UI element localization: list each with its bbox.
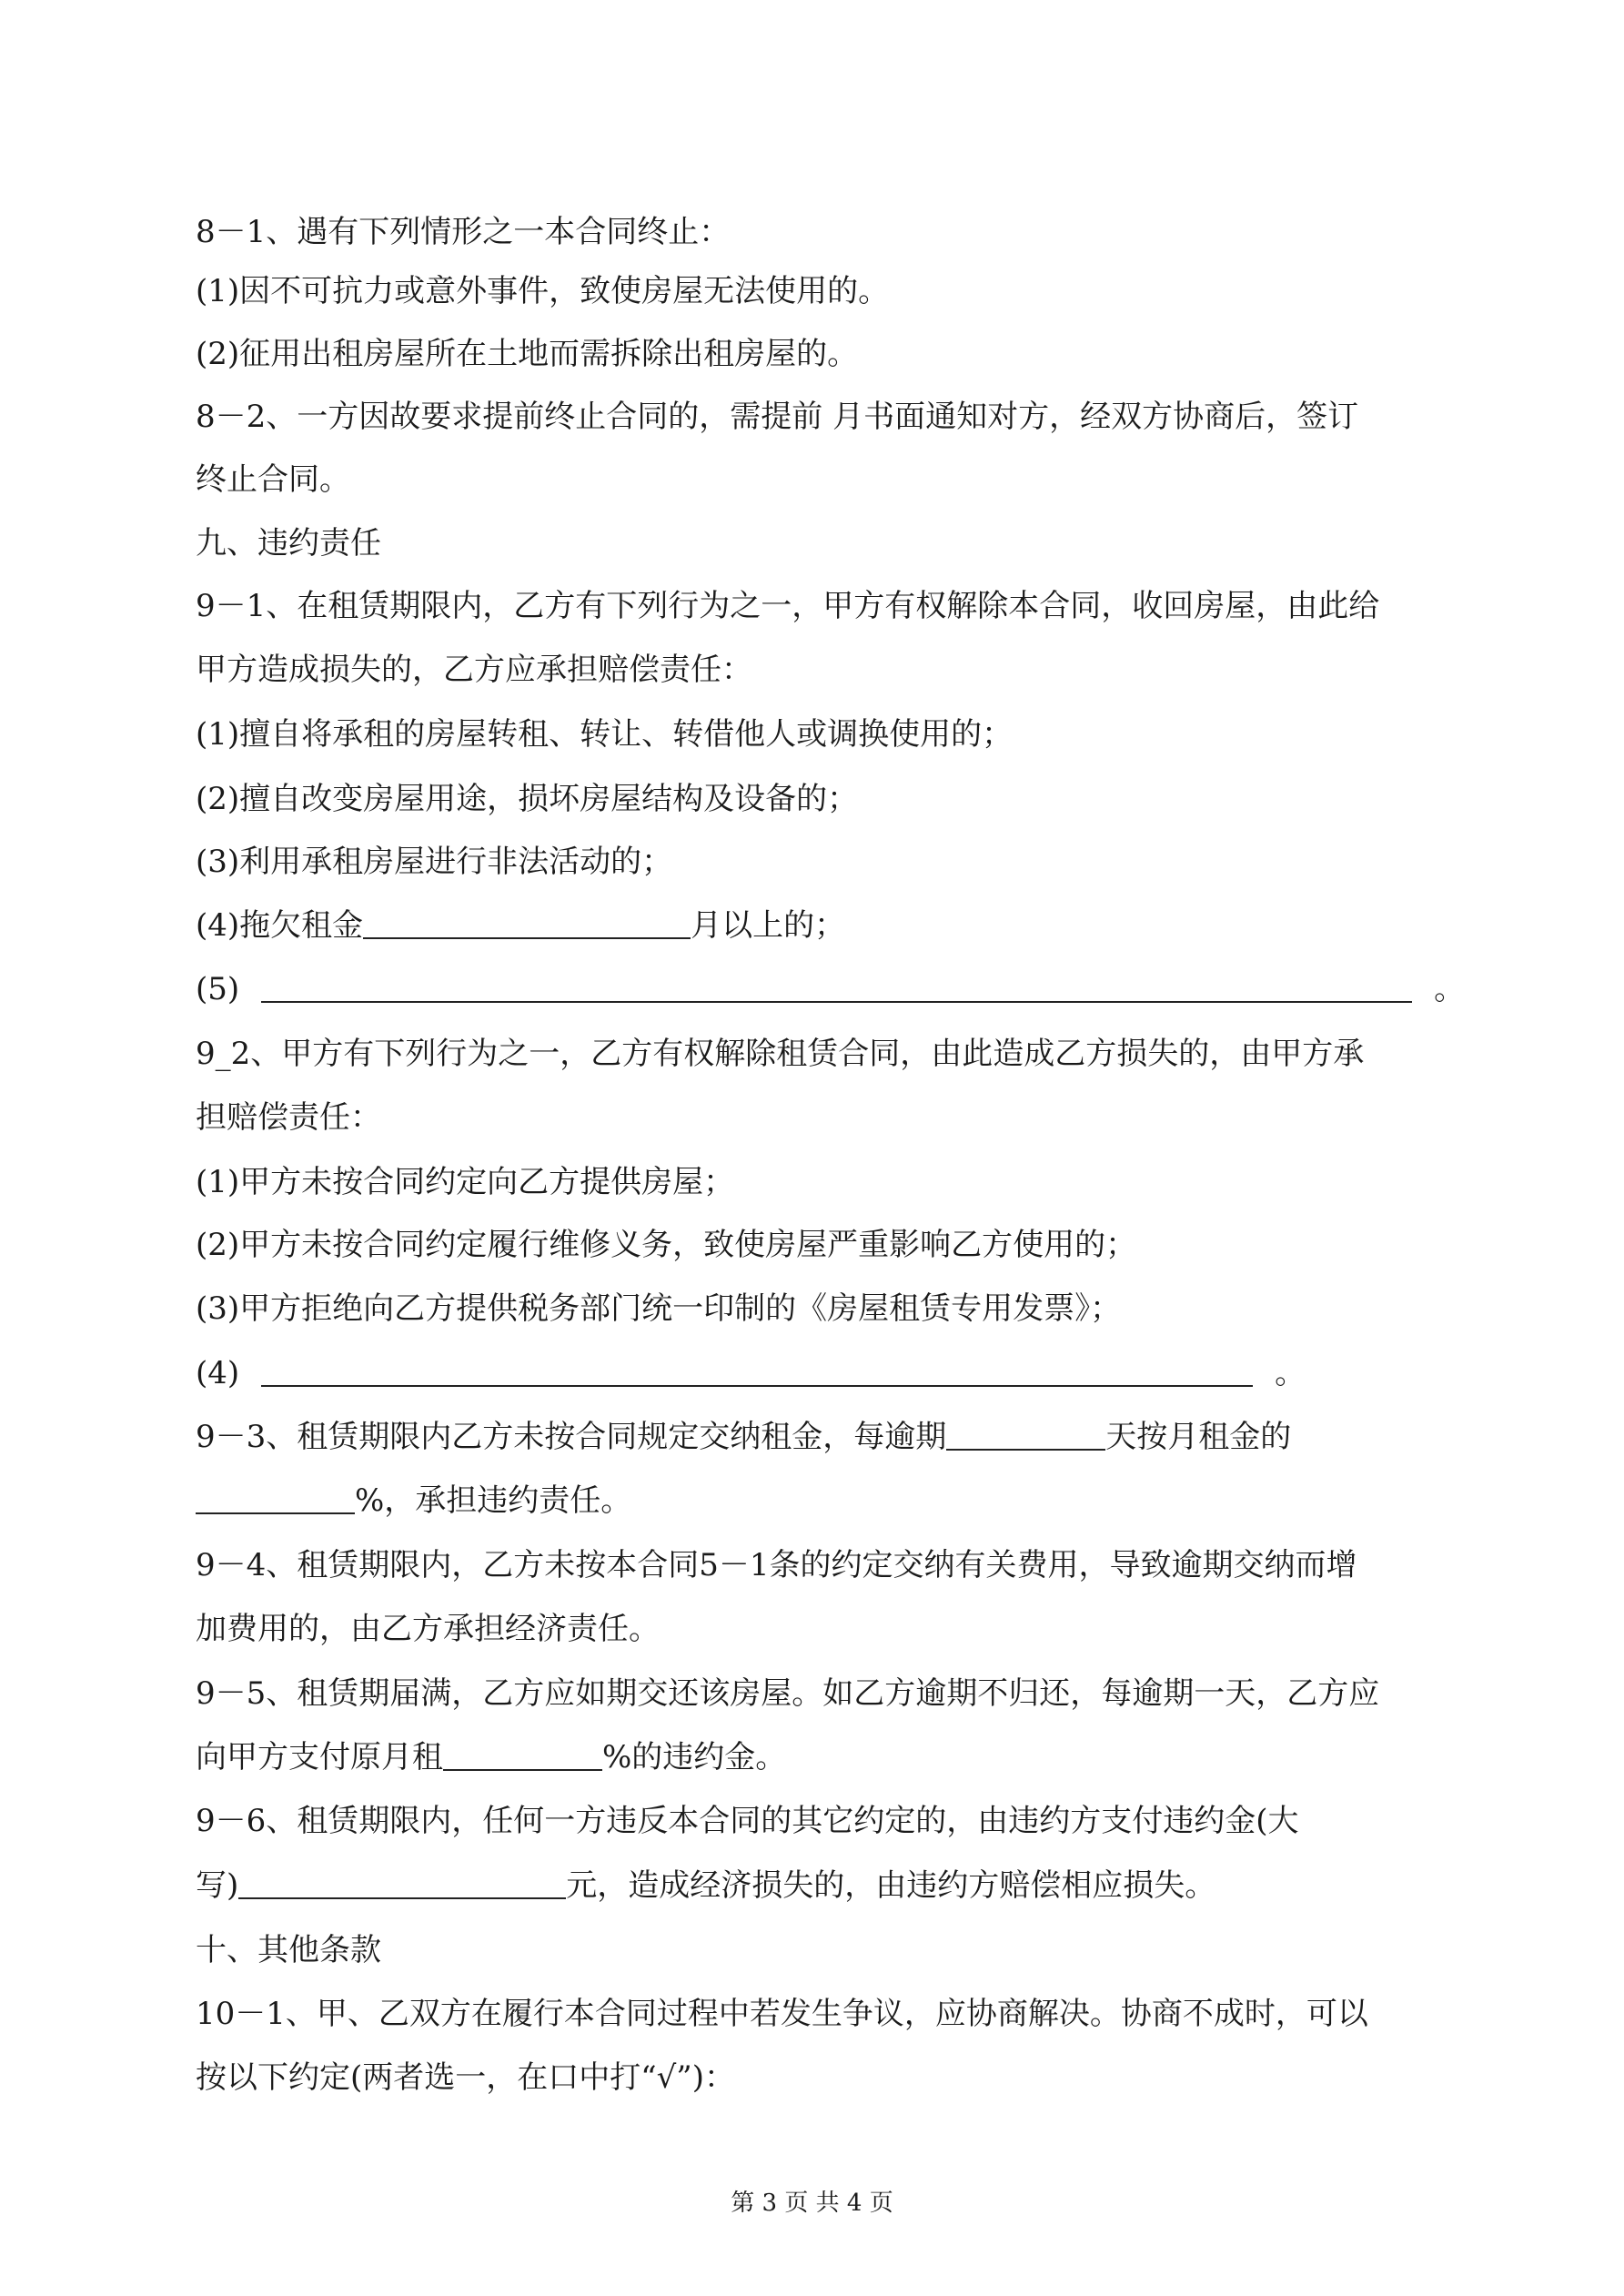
clause-9-3-mid: 天按月租金的: [1105, 1419, 1292, 1455]
clause-9-1-item-5-suffix: 。: [1434, 971, 1466, 1007]
overdue-days-blank[interactable]: [946, 1421, 1105, 1451]
clause-9-4-line-1: 9－4、租赁期限内，乙方未按本合同5－1条的约定交纳有关费用，导致逾期交纳而增: [196, 1547, 1357, 1583]
clause-9-1-item-4-prefix: (4)拖欠租金: [196, 907, 364, 944]
clause-9-3-suffix: %，承担违约责任。: [355, 1482, 632, 1519]
clause-9-1-item-1: (1)擅自将承租的房屋转租、转让、转借他人或调换使用的；: [196, 716, 1014, 753]
clause-9-5-line-1: 9－5、租赁期届满，乙方应如期交还该房屋。如乙方逾期不归还，每逾期一天，乙方应: [196, 1675, 1380, 1712]
clause-9-2-item-4-prefix: (4): [196, 1355, 240, 1391]
clause-9-3-line-1: [196, 1416, 1437, 1458]
clause-9-1-item-5: [196, 968, 1466, 1010]
clause-8-1: 8－1、遇有下列情形之一本合同终止：: [196, 214, 731, 250]
rent-arrears-months-blank[interactable]: [363, 910, 691, 939]
clause-9-1-item-4-suffix: 月以上的；: [691, 907, 846, 944]
clause-9-1-item-5-blank[interactable]: [261, 974, 1412, 1003]
clause-9-2-item-4: [196, 1352, 1437, 1394]
clause-9-6-line-1: 9－6、租赁期限内，任何一方违反本合同的其它约定的，由违约方支付违约金(大: [196, 1803, 1299, 1839]
clause-9-1-item-5-prefix: (5): [196, 971, 240, 1007]
clause-9-6-prefix: 写): [196, 1867, 239, 1904]
clause-9-1-line-2: 甲方造成损失的，乙方应承担赔偿责任：: [196, 652, 752, 688]
overdue-return-percent-blank[interactable]: [443, 1742, 602, 1771]
late-rent-percent-blank[interactable]: [196, 1485, 355, 1514]
clause-9-2-line-1: 9_2、甲方有下列行为之一，乙方有权解除租赁合同，由此造成乙方损失的，由甲方承: [196, 1036, 1365, 1072]
clause-9-5-suffix: %的违约金。: [602, 1739, 787, 1775]
page-footer: 第 3 页 共 4 页: [731, 2190, 893, 2217]
clause-9-5-prefix: 向甲方支付原月租: [196, 1739, 443, 1775]
clause-10-1-line-1: 10－1、甲、乙双方在履行本合同过程中若发生争议，应协商解决。协商不成时，可以: [196, 1996, 1368, 2032]
clause-9-1-item-3: (3)利用承租房屋进行非法活动的；: [196, 844, 673, 880]
clause-9-2-item-1: (1)甲方未按合同约定向乙方提供房屋；: [196, 1164, 735, 1200]
clause-9-2-item-2: (2)甲方未按合同约定履行维修义务，致使房屋严重影响乙方使用的；: [196, 1227, 1137, 1263]
clause-9-2-item-3: (3)甲方拒绝向乙方提供税务部门统一印制的《房屋租赁专用发票》；: [196, 1290, 1122, 1327]
clause-9-4-line-2: 加费用的，由乙方承担经济责任。: [196, 1611, 660, 1647]
clause-9-5-line-2: [196, 1736, 1437, 1778]
clause-9-2-line-2: 担赔偿责任：: [196, 1099, 381, 1136]
clause-9-2-item-4-blank[interactable]: [261, 1358, 1253, 1387]
penalty-amount-blank[interactable]: [238, 1870, 566, 1899]
clause-9-3-line-2: [196, 1480, 1437, 1522]
clause-9-1-item-2: (2)擅自改变房屋用途，损坏房屋结构及设备的；: [196, 781, 859, 817]
section-10-heading: 十、其他条款: [196, 1932, 381, 1968]
clause-9-2-item-4-suffix: 。: [1275, 1355, 1306, 1391]
clause-8-2-line-1: 8－2、一方因故要求提前终止合同的，需提前 月书面通知对方，经双方协商后，签订: [196, 399, 1359, 435]
clause-9-6-line-2: [196, 1865, 1437, 1907]
clause-10-1-line-2: 按以下约定(两者选一，在口中打“√”)：: [196, 2059, 735, 2096]
clause-8-1-item-1: (1)因不可抗力或意外事件，致使房屋无法使用的。: [196, 273, 890, 309]
clause-9-1-item-4: [196, 905, 1437, 946]
clause-9-3-prefix: 9－3、租赁期限内乙方未按合同规定交纳租金，每逾期: [196, 1419, 947, 1455]
clause-9-1-line-1: 9－1、在租赁期限内，乙方有下列行为之一，甲方有权解除本合同，收回房屋，由此给: [196, 588, 1380, 624]
clause-9-6-suffix: 元，造成经济损失的，由违约方赔偿相应损失。: [566, 1867, 1216, 1904]
section-9-heading: 九、违约责任: [196, 525, 381, 561]
clause-8-2-line-2: 终止合同。: [196, 461, 350, 498]
clause-8-1-item-2: (2)征用出租房屋所在土地而需拆除出租房屋的。: [196, 336, 859, 372]
